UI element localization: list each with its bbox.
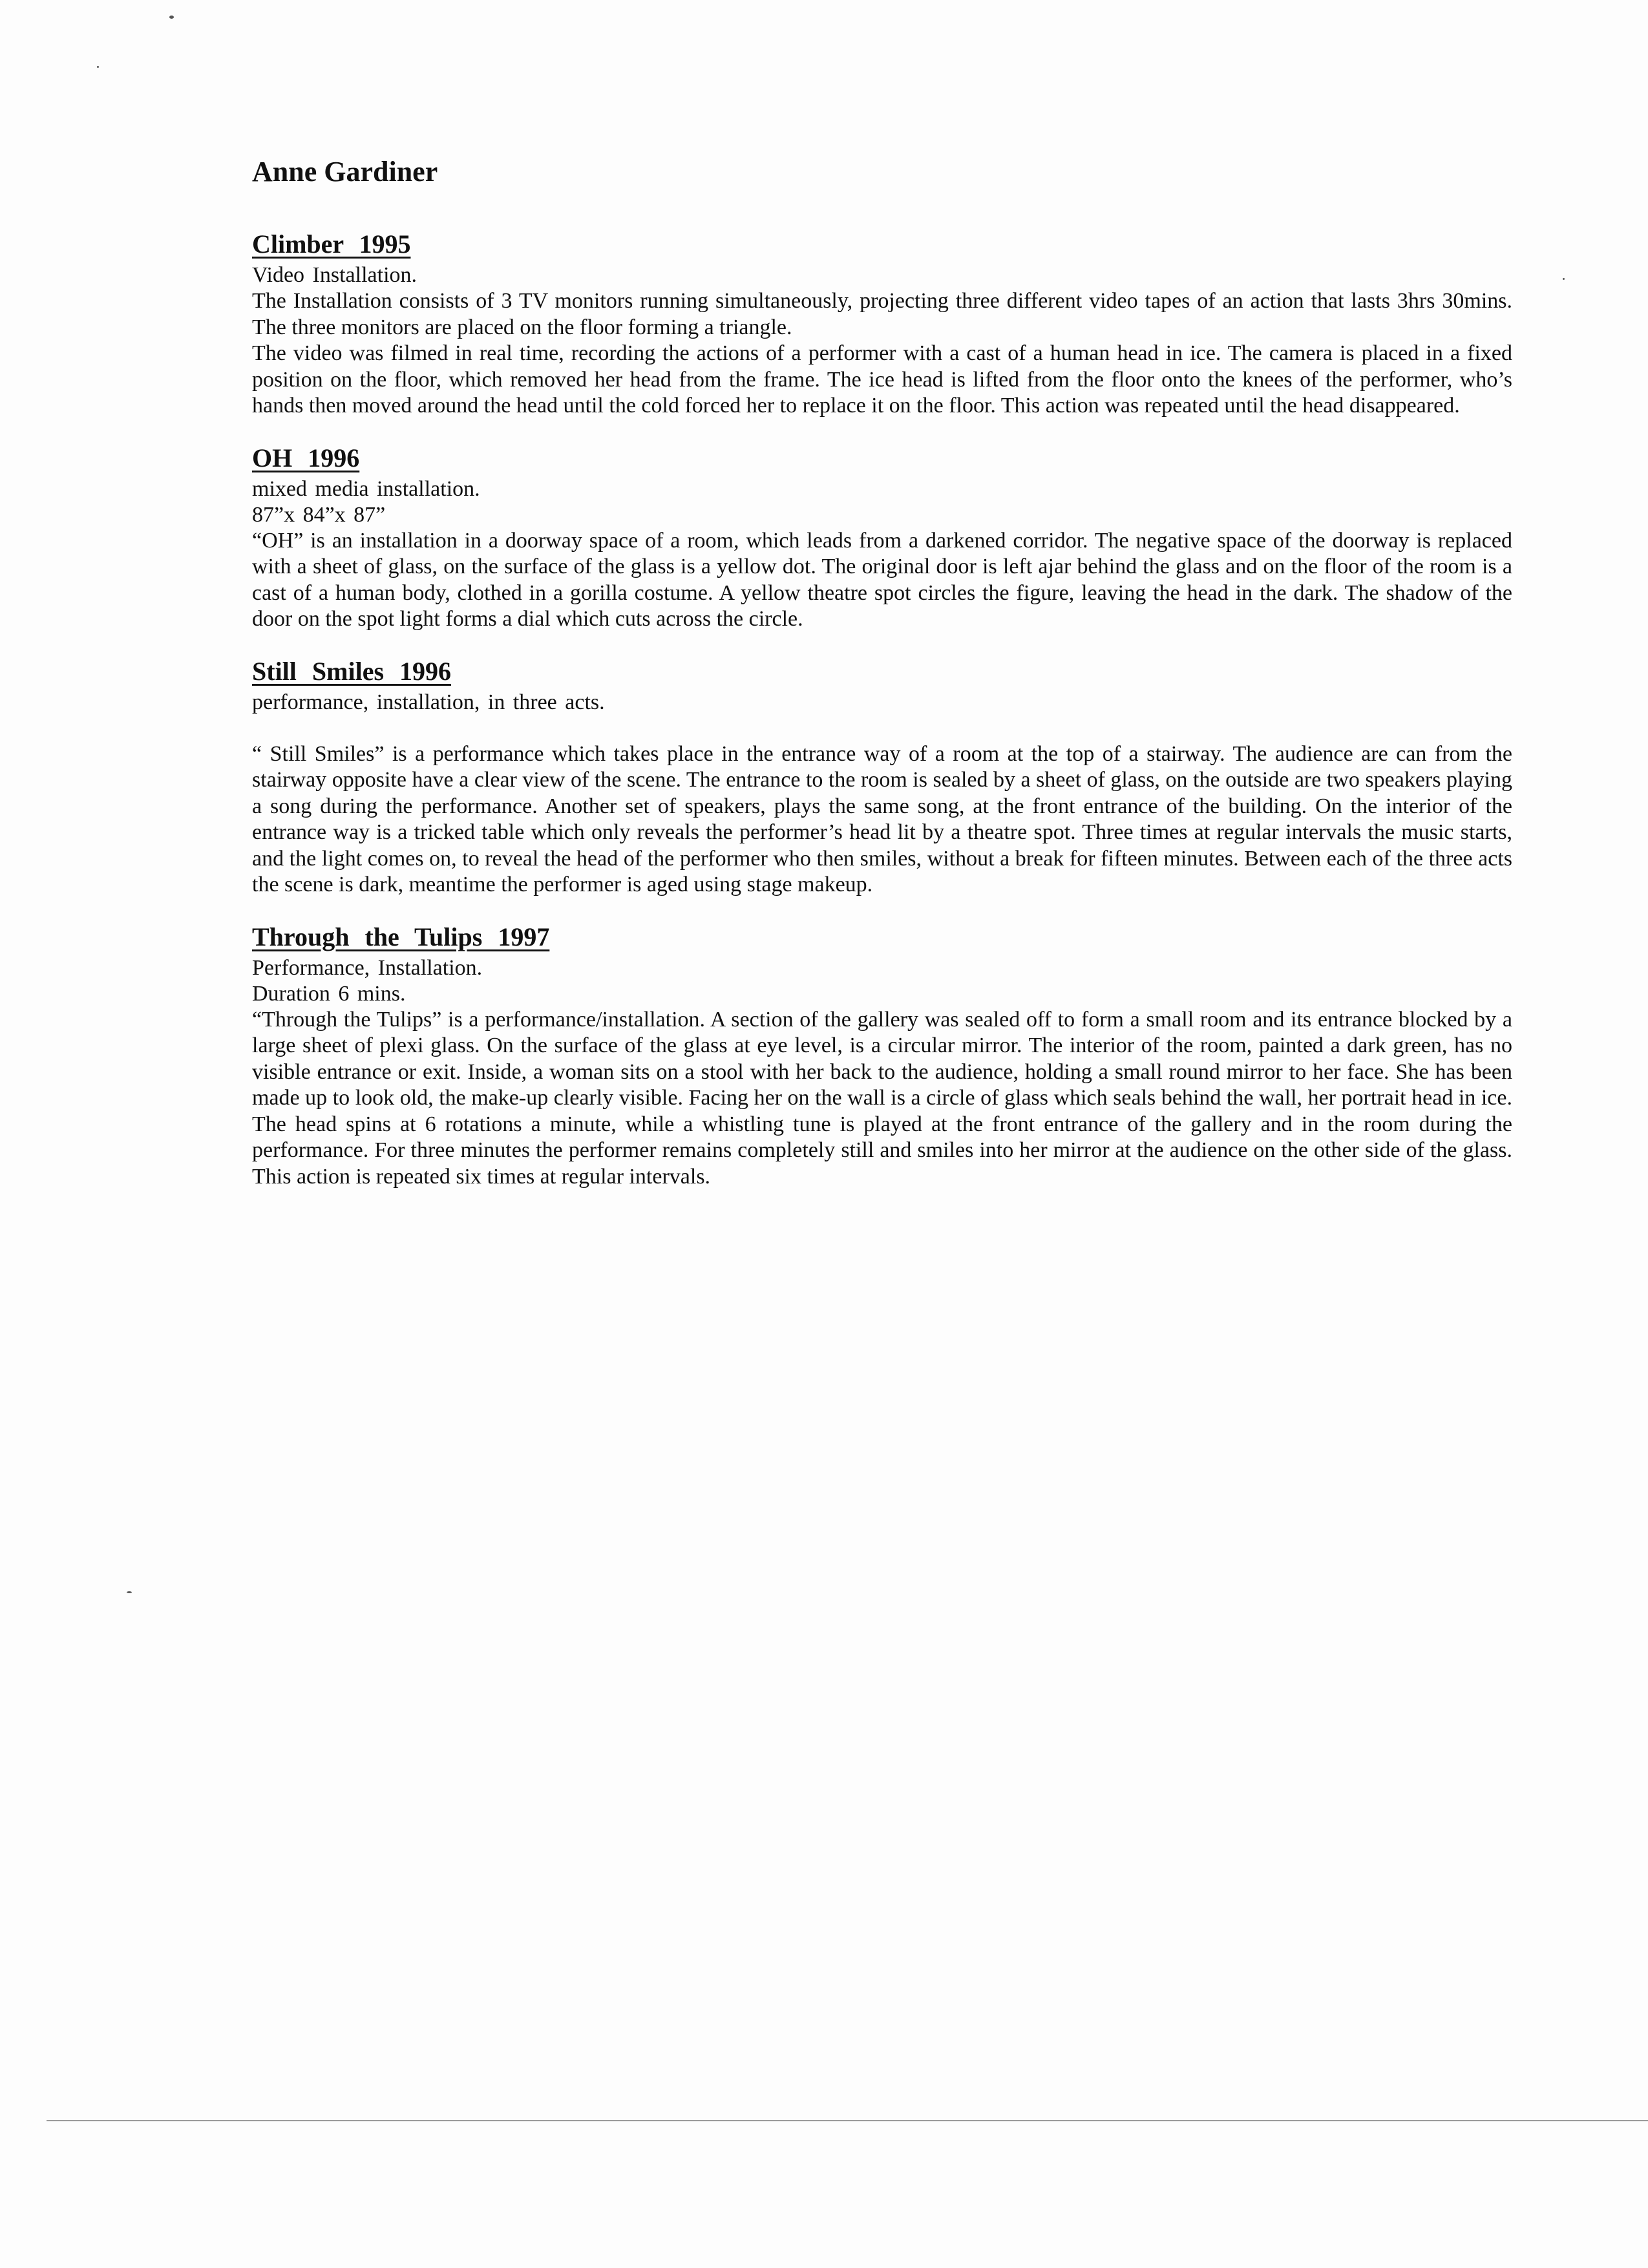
work-medium: Performance, Installation. [252,955,483,980]
work-description: “Through the Tulips” is a performance/installation. A section of the gallery was sealed off to form a small room and its entrance blocked by a large sheet of plexi glass. On the surface of the glass at eye level, is a circular mirror. The interior of the room, painted a dark green, has no visible entrance or exit. Inside, a woman sits on a stool with her back to the audience, holding a small round mirror to her face. She has been made up to look old, the make-up clearly visible. Facing her on the wall is a circle of glass which seals behind the wall, her portrait head in ice. The head spins at 6 rotations a minute, while a whistling tune is played at the front entrance of the gallery and in the room during the performance. For three minutes the performer remains completely still and smiles into her mirror at the audience on the other side of the glass. This action is repeated six times at regular intervals. [252,1007,1512,1189]
work-title: OH 1996 [252,443,360,472]
work-description: The video was filmed in real time, recording the actions of a performer with a cast of a human head in ice. The camera is placed in a fixed position on the floor, which removed her head from the frame. The ice head is lifted from the floor onto the knees of the performer, who’s hands then moved around the head until the cold forced her to replace it on the floor. This action was repeated until the head disappeared. [252,341,1512,418]
work-medium: mixed media installation. [252,476,480,501]
work-description: “ Still Smiles” is a performance which takes place in the entrance way of a room at the top of a stairway. The audience are can from the stairway opposite have a clear view of the scene. The entrance to the room is sealed by a sheet of glass, on the outside are two speakers playing a song during the performance. Another set of speakers, plays the same song, at the front entrance of the building. On the interior of the entrance way is a tricked table which only reveals the performer’s head lit by a theatre spot. Three times at regular intervals the music starts, and the light comes on, to reveal the head of the performer who then smiles, without a break for fifteen minutes. Between each of the three acts the scene is dark, meantime the performer is aged using stage makeup. [252,741,1512,896]
work-description: “OH” is an installation in a doorway space of a room, which leads from a darkened corridor. The negative space of the doorway is replaced with a sheet of glass, on the surface of the glass is a yellow dot. The original door is left ajar behind the glass and on the floor of the room is a cast of a human body, clothed in a gorilla costume. A yellow theatre spot circles the figure, leaving the head in the dark. The shadow of the door on the spot light forms a dial which cuts across the circle. [252,528,1512,631]
work-dimensions: 87”x 84”x 87” [252,502,386,527]
author-name: Anne Gardiner [252,156,438,187]
scan-speck [97,66,99,68]
scan-speck [127,1591,132,1593]
work-description: The Installation consists of 3 TV monitors running simultaneously, projecting three different video tapes of an action that lasts 3hrs 30mins. The three monitors are placed on the floor forming a triangle. [252,289,1512,339]
scan-speck [169,16,174,19]
work-section-through-the-tulips [252,922,1512,1191]
work-title: Through the Tulips 1997 [252,922,550,951]
scan-speck [1563,278,1565,280]
work-medium: performance, installation, in three acts. [252,690,605,714]
work-title: Still Smiles 1996 [252,656,452,686]
scan-edge-line [47,2120,1648,2121]
work-title: Climber 1995 [252,229,411,259]
work-section-climber [252,229,1512,419]
paragraph-spacer [252,715,1512,741]
work-medium: Video Installation. [252,263,417,287]
work-section-still-smiles [252,656,1512,898]
work-duration: Duration 6 mins. [252,981,406,1006]
document-body [252,153,1512,1213]
work-section-oh [252,443,1512,633]
